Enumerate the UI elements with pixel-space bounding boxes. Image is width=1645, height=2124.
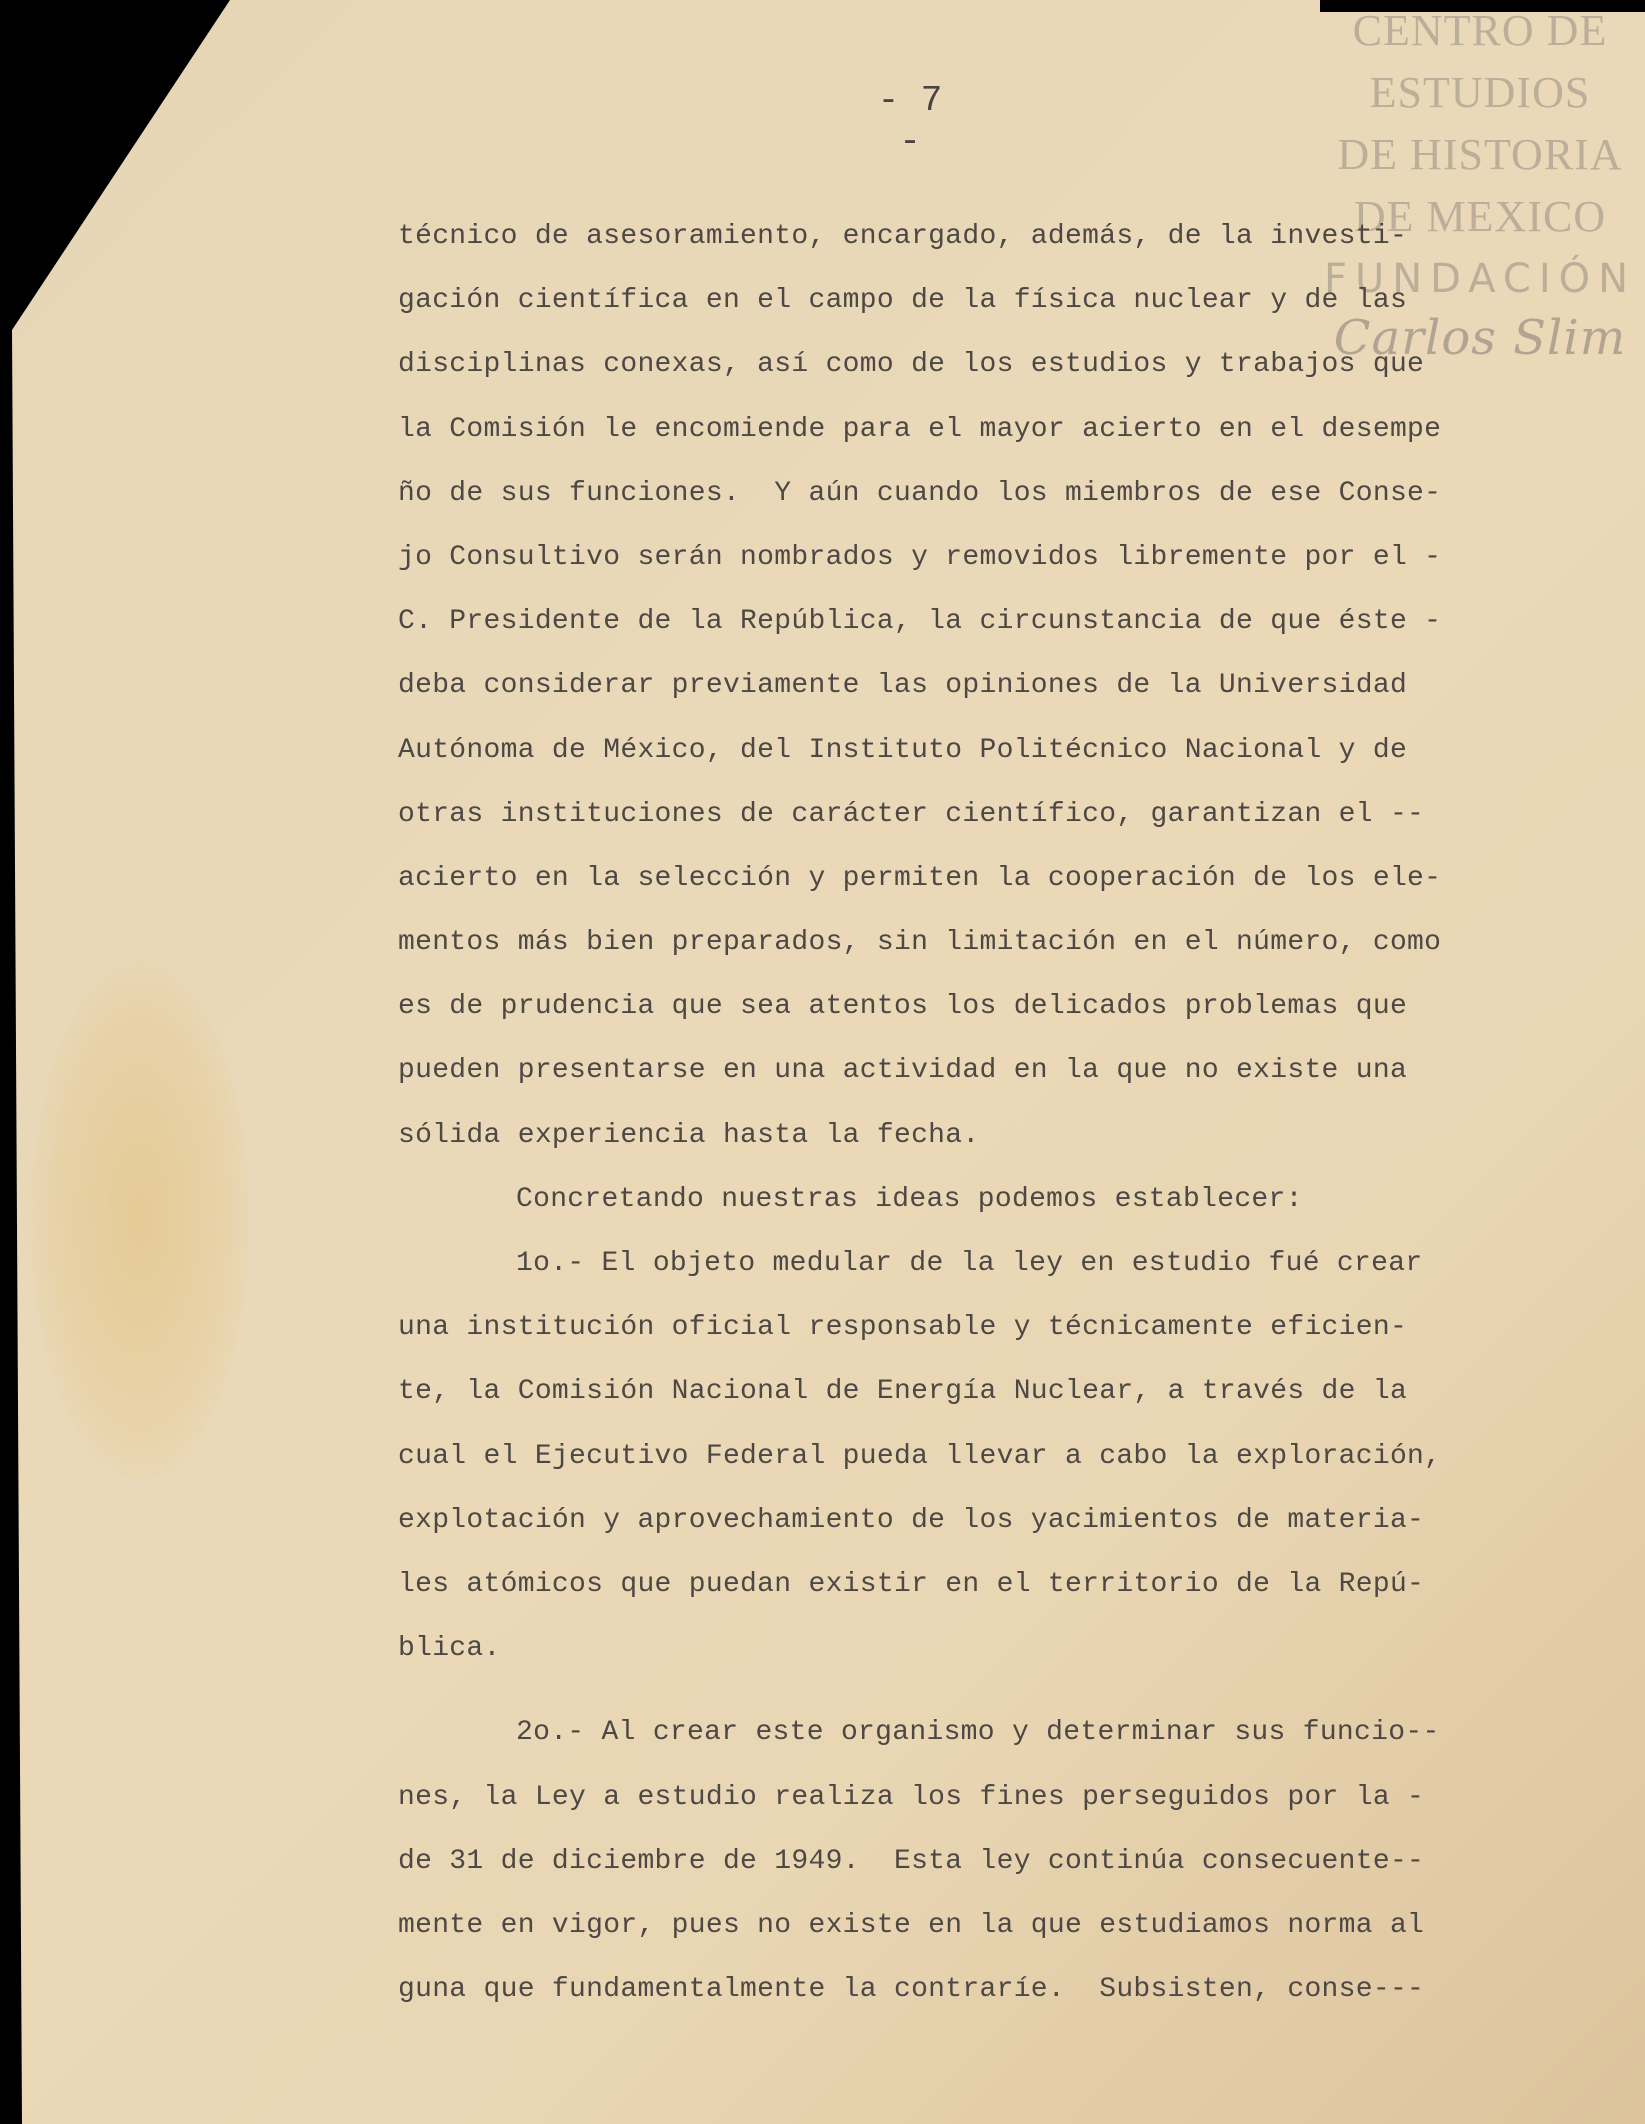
text-line: acierto en la selección y permiten la cooperación de los ele- <box>398 862 1442 894</box>
document-body <box>398 205 1578 2022</box>
text-line: C. Presidente de la República, la circunstancia de que éste - <box>398 606 1442 638</box>
stamp-signature: Carlos Slim <box>1333 310 1627 366</box>
stamp-foundation: FUNDACIÓN <box>1323 256 1637 302</box>
text-line: técnico de asesoramiento, encargado, además, de la investi- <box>398 221 1408 252</box>
text-line: deba considerar previamente las opiniones de la Universidad <box>398 670 1408 702</box>
text-line: pueden presentarse en una actividad en la que no existe una <box>398 1055 1408 1087</box>
text-line: una institución oficial responsable y técnicamente eficien- <box>398 1312 1408 1344</box>
text-line: 1o.- El objeto medular de la ley en estudio fué crear <box>516 1248 1423 1279</box>
stamp-line: ESTUDIOS <box>1369 68 1591 117</box>
text-line: de 31 de diciembre de 1949. Esta ley continúa consecuente-- <box>398 1845 1425 1877</box>
text-line: les atómicos que puedan existir en el territorio de la Repú- <box>398 1568 1425 1600</box>
water-stain <box>30 960 250 1480</box>
stamp-line: DE MEXICO <box>1353 192 1607 241</box>
text-line: te, la Comisión Nacional de Energía Nuclear, a través de la <box>398 1376 1408 1408</box>
text-line: explotación y aprovechamiento de los yacimientos de materia- <box>398 1504 1425 1536</box>
stamp-line: DE HISTORIA <box>1337 130 1623 179</box>
text-line: 2o.- Al crear este organismo y determinar sus funcio-- <box>516 1717 1440 1749</box>
text-line: Autónoma de México, del Instituto Politécnico Nacional y de <box>398 734 1408 766</box>
text-line: sólida experiencia hasta la fecha. <box>398 1119 980 1151</box>
text-line: la Comisión le encomiende para el mayor acierto en el desempe <box>398 413 1442 445</box>
text-line: mente en vigor, pues no existe en la que estudiamos norma al <box>398 1909 1425 1941</box>
text-line: ño de sus funciones. Y aún cuando los miembros de ese Conse- <box>398 477 1442 509</box>
page-number: - 7 - <box>877 80 943 162</box>
text-line: es de prudencia que sea atentos los delicados problemas que <box>398 991 1408 1023</box>
text-line: mentos más bien preparados, sin limitación en el número, como <box>398 927 1442 959</box>
text-line: cual el Ejecutivo Federal pueda llevar a cabo la exploración, <box>398 1440 1442 1472</box>
text-line: jo Consultivo serán nombrados y removidos libremente por el - <box>398 541 1442 573</box>
text-line: nes, la Ley a estudio realiza los fines perseguidos por la - <box>398 1781 1425 1813</box>
text-line: otras instituciones de carácter científico, garantizan el -- <box>398 798 1425 830</box>
text-line: Concretando nuestras ideas podemos establecer: <box>516 1183 1303 1215</box>
text-line: guna que fundamentalmente la contraríe. Subsisten, conse--- <box>398 1974 1425 2006</box>
stamp-line: CENTRO DE <box>1352 6 1608 55</box>
text-line: gación científica en el campo de la física nuclear y de las <box>398 285 1408 317</box>
text-line: blica. <box>398 1633 501 1665</box>
text-line: disciplinas conexas, así como de los estudios y trabajos que <box>398 349 1425 381</box>
